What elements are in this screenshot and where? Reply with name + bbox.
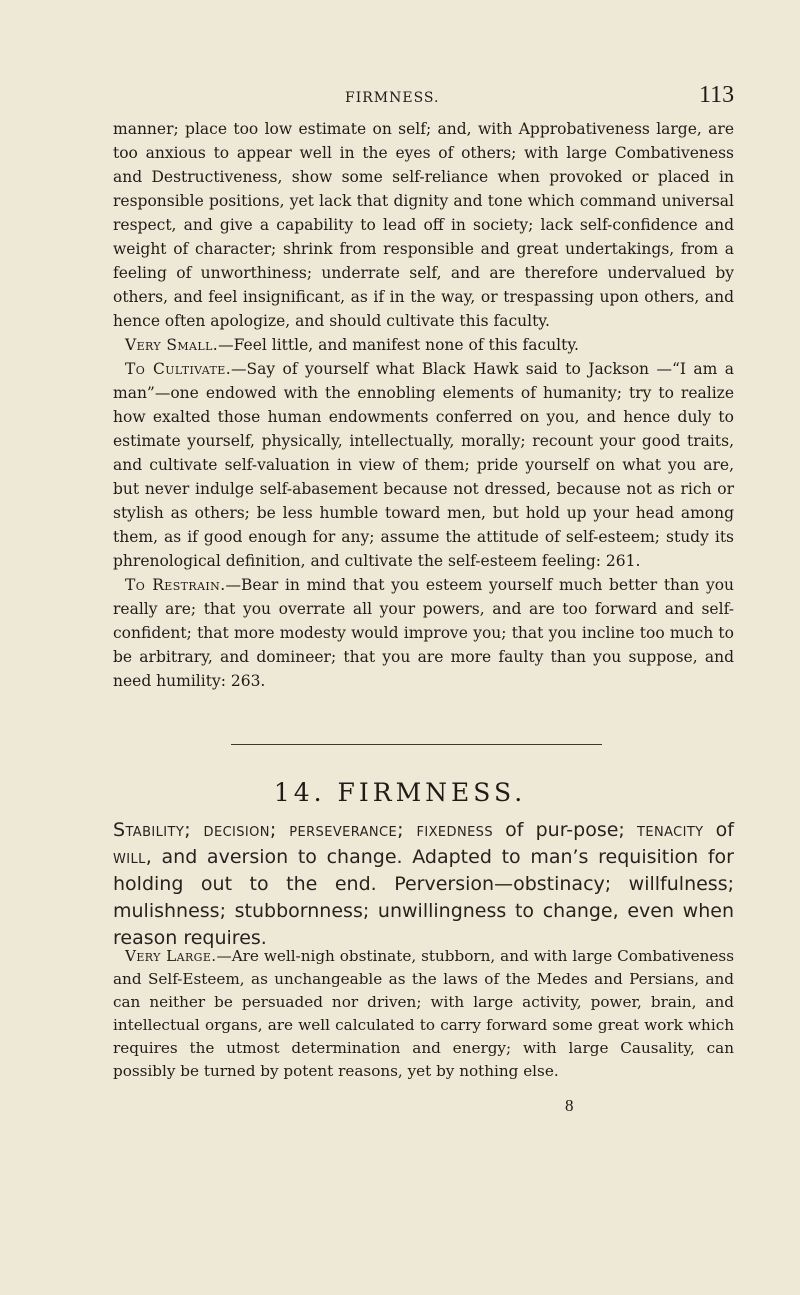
restrain-paragraph bbox=[113, 573, 734, 693]
definition-of: of pur-pose; bbox=[492, 819, 637, 841]
definition-will: will bbox=[113, 846, 146, 868]
very-large-text: —Are well-nigh obstinate, stubborn, and with large Combativeness and Self-Esteem, as unchangeable as the laws of the Medes and Persians, and can neither be persuaded nor driven; with large activity, power, brain, and intellectual organs, are well calculated to carry forward some great work which requires the utmost determination and energy; with large Causality, can possibly be turned by potent reasons, yet by nothing else. bbox=[113, 947, 735, 1080]
cultivate-label: To Cultivate. bbox=[125, 360, 232, 378]
definition-paragraph bbox=[113, 817, 734, 952]
section-divider bbox=[231, 744, 602, 745]
page-number: 113 bbox=[699, 82, 735, 108]
very-small-text: —Feel little, and manifest none of this faculty. bbox=[218, 336, 579, 354]
very-large-label: Very Large. bbox=[125, 947, 217, 965]
cultivate-text: —Say of yourself what Black Hawk said to Jackson —“I am a man”—one endowed with the ennobling elements of humanity; try to realize how exalted those human endowments conferred on you, and hence duly to estimate yourself, physically, intellectually, morally; recount your good traits, and cultivate self-valuation in view of them; pride yourself on what you are, but never indulge self-abasement because not dressed, because not as rich or stylish as others; be less humble toward men, but hold up your head among them, as if good enough for any; assume the attitude of self-esteem; study its phrenological definition, and cultivate the self-esteem feeling: 261. bbox=[113, 360, 734, 570]
section-heading: 14. FIRMNESS. bbox=[273, 778, 527, 807]
definition-of-prefix: of bbox=[703, 819, 734, 841]
definition-tenacity: tenacity bbox=[636, 819, 704, 841]
restrain-text: —Bear in mind that you esteem yourself much better than you really are; that you overrate all your powers, and are too forward and self-confident; that more modesty would improve you; that you incline too much to be arbitrary, and domineer; that you are more faulty than you suppose, and need humility: 263. bbox=[113, 576, 735, 690]
running-head: FIRMNESS. bbox=[345, 90, 440, 106]
printer-signature-mark: 8 bbox=[565, 1096, 574, 1115]
very-large-paragraph bbox=[113, 945, 734, 1083]
cultivate-paragraph bbox=[113, 357, 734, 573]
very-small-label: Very Small. bbox=[125, 336, 219, 354]
firmness-definition bbox=[113, 817, 734, 952]
very-large-text-block bbox=[113, 945, 734, 1083]
page-header bbox=[0, 82, 800, 122]
definition-rest: , and aversion to change. Adapted to man’s requisition for holding out to the end. Perversion—obstinacy; willfulness; mulishness; stubbornness; unwillingness to change, even when reason requires. bbox=[113, 846, 734, 949]
very-small-paragraph bbox=[113, 333, 734, 357]
top-text-block bbox=[113, 117, 734, 693]
restrain-label: To Restrain. bbox=[125, 576, 226, 594]
definition-leading: Stability; decision; perseverance; fixedness bbox=[113, 819, 493, 841]
paragraph-1: manner; place too low estimate on self; and, with Approbativeness large, are too anxious to appear well in the eyes of others; with large Combativeness and Destructiveness, show some self-reliance when provoked or placed in responsible positions, yet lack that dignity and tone which command universal respect, and give a capability to lead off in society; lack self-confidence and weight of character; shrink from responsible and great undertakings, from a feeling of unworthiness; underrate self, and are therefore undervalued by others, and feel insignificant, as if in the way, or trespassing upon others, and hence often apologize, and should cultivate this faculty. bbox=[113, 120, 734, 330]
